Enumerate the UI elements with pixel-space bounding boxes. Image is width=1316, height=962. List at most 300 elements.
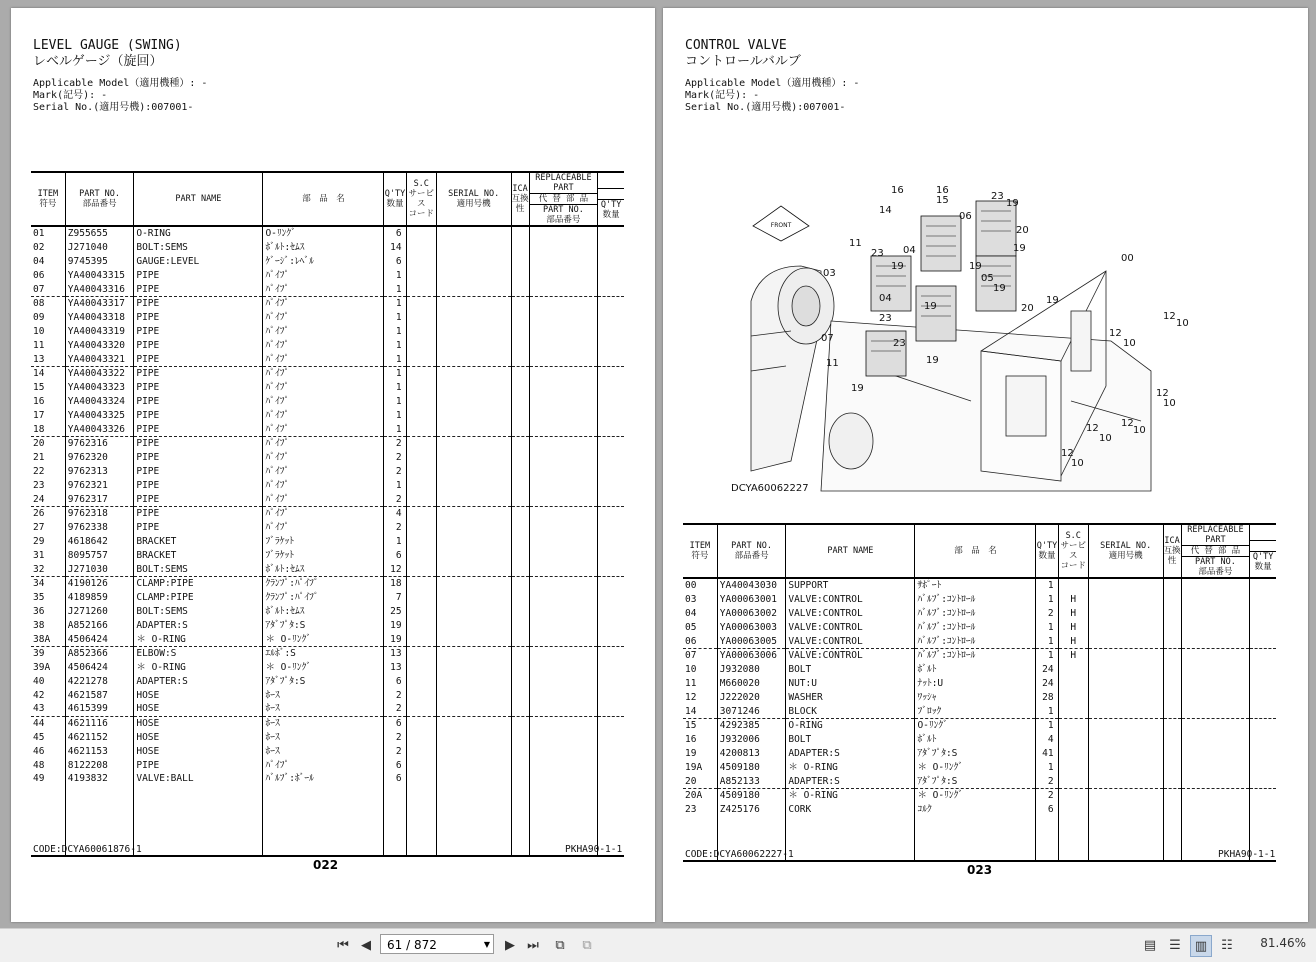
continuous-icon[interactable]: ☰: [1169, 937, 1181, 953]
part-name: HOSE: [134, 731, 263, 745]
part-name-jp: ﾊﾟｲﾌﾟ: [263, 366, 384, 380]
part-name-jp: ﾎｰｽ: [263, 731, 384, 745]
part-name-jp: ﾎｰｽ: [263, 688, 384, 702]
part-name-jp: ﾊﾞﾙﾌﾞ:ﾎﾞｰﾙ: [263, 772, 384, 786]
quantity: 1: [384, 311, 406, 325]
quantity: 14: [384, 241, 406, 255]
item-no: 34: [33, 578, 45, 590]
part-number: 8095757: [65, 548, 134, 562]
part-name: ADAPTER:S: [786, 774, 915, 788]
part-number: YA40043318: [65, 311, 134, 325]
service-code: [1058, 704, 1088, 718]
page-header: [685, 38, 859, 114]
item-no: 00: [685, 580, 697, 592]
col-replaceable-qty: Q'TY 数量: [598, 172, 624, 226]
part-name: PIPE: [134, 352, 263, 366]
doc-code: CODE:DCYA60061876-1: [33, 844, 142, 855]
item-no: 04: [685, 607, 697, 619]
service-code: [406, 772, 436, 786]
col-serial: SERIAL NO. 適用号機: [1088, 524, 1163, 578]
col-part-no: PART NO. 部品番号: [717, 524, 786, 578]
part-name: WASHER: [786, 690, 915, 704]
item-no: 05: [685, 621, 697, 633]
parts-table: [31, 171, 624, 857]
part-number: 4621152: [65, 731, 134, 745]
table-row: [31, 702, 624, 716]
service-code: H: [1058, 634, 1088, 648]
part-number: J271260: [65, 605, 134, 619]
part-name-jp: ﾌﾞﾗｹｯﾄ: [263, 535, 384, 549]
part-number: YA40043324: [65, 395, 134, 409]
part-name-jp: ﾎﾞﾙﾄ:ｾﾑｽ: [263, 562, 384, 576]
item-no: 19: [685, 747, 697, 759]
part-name: VALVE:CONTROL: [786, 620, 915, 634]
service-code: [406, 535, 436, 549]
part-name-jp: ＊ O-ﾘﾝｸﾞ: [915, 760, 1036, 774]
quantity: 2: [384, 521, 406, 535]
col-qty: Q'TY 数量: [384, 172, 406, 226]
part-name: PIPE: [134, 381, 263, 395]
title-en: LEVEL GAUGE (SWING): [33, 38, 182, 53]
table-row: [683, 677, 1276, 691]
part-number: YA00063006: [717, 648, 786, 662]
service-code: [406, 548, 436, 562]
quantity: 1: [384, 381, 406, 395]
quantity: 24: [1036, 663, 1058, 677]
part-name: BRACKET: [134, 535, 263, 549]
quantity: 1: [1036, 718, 1058, 732]
part-name: BRACKET: [134, 548, 263, 562]
part-name: PIPE: [134, 282, 263, 296]
table-row: [31, 311, 624, 325]
next-page-icon[interactable]: ▶: [505, 937, 515, 953]
item-no: 11: [685, 677, 697, 689]
applicable-model: Applicable Model（適用機種）: -: [33, 78, 208, 89]
quantity: 1: [384, 268, 406, 282]
part-number: 4618642: [65, 535, 134, 549]
service-code: [406, 632, 436, 646]
service-code: [406, 478, 436, 492]
item-no: 06: [33, 269, 45, 281]
service-code: [1058, 663, 1088, 677]
title-jp: レベルゲージ（旋回）: [33, 54, 163, 69]
col-part-name-jp: 部 品 名: [263, 172, 384, 226]
part-name-jp: ﾜｯｼｬ: [915, 690, 1036, 704]
table-row: [31, 744, 624, 758]
item-no: 02: [33, 242, 45, 254]
part-number: YA40043317: [65, 296, 134, 310]
part-name: O-RING: [134, 226, 263, 241]
part-name-jp: ﾊﾞﾙﾌﾞ:ｺﾝﾄﾛｰﾙ: [915, 634, 1036, 648]
quantity: 1: [1036, 760, 1058, 774]
service-code: [1058, 718, 1088, 732]
item-no: 42: [33, 689, 45, 701]
next-view-icon[interactable]: ⧉: [582, 937, 592, 953]
table-row: [683, 634, 1276, 648]
item-no: 32: [31, 562, 65, 576]
table-row: [683, 718, 1276, 732]
part-number: A852166: [65, 618, 134, 632]
part-name-jp: ﾊﾟｲﾌﾟ: [263, 465, 384, 479]
callout-label: 19: [851, 383, 864, 394]
part-name-jp: ﾊﾟｲﾌﾟ: [263, 282, 384, 296]
part-number: 4509180: [717, 760, 786, 774]
page-number: 022: [313, 858, 339, 872]
item-no: 38A: [31, 632, 65, 646]
quantity: 2: [384, 465, 406, 479]
part-name-jp: ｱﾀﾞﾌﾟﾀ:S: [263, 675, 384, 689]
callout-label: 10: [1071, 458, 1084, 469]
table-row: [683, 690, 1276, 704]
service-code: [406, 296, 436, 310]
table-row: [683, 747, 1276, 761]
table-row: [31, 352, 624, 366]
title-jp: コントロールバルブ: [685, 54, 801, 69]
part-name: PIPE: [134, 408, 263, 422]
item-no: 16: [685, 734, 697, 746]
part-number: 4621153: [65, 744, 134, 758]
part-number: 8122208: [65, 758, 134, 772]
service-code: [406, 436, 436, 450]
service-code: [406, 226, 436, 241]
quantity: 2: [1036, 607, 1058, 621]
part-number: 9762318: [65, 506, 134, 520]
part-name: PIPE: [134, 478, 263, 492]
part-name: ＊ O-RING: [134, 661, 263, 675]
part-name: GAUGE:LEVEL: [134, 255, 263, 269]
item-no: 21: [33, 452, 45, 464]
item-no: 17: [33, 409, 45, 421]
item-no: 15: [685, 720, 697, 732]
table-row: [683, 593, 1276, 607]
part-name: SUPPORT: [786, 578, 915, 593]
service-code: [406, 255, 436, 269]
table-row: [683, 620, 1276, 634]
first-page-icon[interactable]: ⏮: [337, 937, 349, 953]
item-no: 10: [685, 664, 697, 676]
col-part-no: PART NO. 部品番号: [65, 172, 134, 226]
part-name-jp: ﾊﾟｲﾌﾟ: [263, 492, 384, 506]
part-name: PIPE: [134, 465, 263, 479]
table-row: [31, 772, 624, 786]
part-name-jp: ﾎﾞﾙﾄ: [915, 663, 1036, 677]
callout-label: 03: [823, 268, 836, 279]
table-row: [31, 465, 624, 479]
serial-no: Serial No.(適用号機):007001-: [685, 102, 846, 113]
diagram-code: DCYA60062227: [731, 483, 809, 494]
item-no: 27: [33, 522, 45, 534]
service-code: [406, 325, 436, 339]
quantity: 7: [384, 591, 406, 605]
quantity: 6: [384, 226, 406, 241]
quantity: 1: [1036, 634, 1058, 648]
callout-label: 10: [1176, 318, 1189, 329]
table-row: [683, 648, 1276, 662]
item-no: 01: [33, 228, 45, 240]
part-name: PIPE: [134, 506, 263, 520]
table-row: [31, 576, 624, 590]
item-no: 20A: [685, 790, 703, 802]
facing-icon[interactable]: ▥: [1190, 935, 1212, 957]
part-name-jp: ﾊﾟｲﾌﾟ: [263, 352, 384, 366]
quantity: 19: [384, 632, 406, 646]
quantity: 2: [384, 688, 406, 702]
table-row: [31, 675, 624, 689]
item-no: 23: [33, 479, 45, 491]
part-name-jp: ﾌﾞﾗｹｯﾄ: [263, 548, 384, 562]
quantity: 1: [384, 408, 406, 422]
part-name-jp: ﾊﾞﾙﾌﾞ:ｺﾝﾄﾛｰﾙ: [915, 620, 1036, 634]
part-name: PIPE: [134, 366, 263, 380]
table-row: [31, 338, 624, 352]
col-ica: ICA 互換性: [511, 172, 529, 226]
part-number: J222020: [717, 690, 786, 704]
table-row: [31, 591, 624, 605]
table-row: [683, 788, 1276, 802]
table-row: [31, 381, 624, 395]
callout-label: 20: [1021, 303, 1034, 314]
part-name: ADAPTER:S: [134, 618, 263, 632]
part-name: BOLT:SEMS: [134, 241, 263, 255]
part-number: 4509180: [717, 788, 786, 802]
part-number: 4200813: [717, 747, 786, 761]
part-name-jp: ﾊﾞﾙﾌﾞ:ｺﾝﾄﾛｰﾙ: [915, 607, 1036, 621]
part-name: PIPE: [134, 296, 263, 310]
service-code: [406, 282, 436, 296]
quantity: 2: [384, 744, 406, 758]
service-code: [406, 675, 436, 689]
part-name: PIPE: [134, 758, 263, 772]
part-name-jp: O-ﾘﾝｸﾞ: [263, 226, 384, 241]
service-code: [406, 591, 436, 605]
table-row: [31, 282, 624, 296]
part-name-jp: ｱﾀﾞﾌﾟﾀ:S: [915, 747, 1036, 761]
quantity: 28: [1036, 690, 1058, 704]
callout-label: 10: [1099, 433, 1112, 444]
part-number: YA40043321: [65, 352, 134, 366]
item-no: 14: [33, 368, 45, 380]
table-row: [31, 325, 624, 339]
quantity: 2: [384, 702, 406, 716]
callout-label: 23: [879, 313, 892, 324]
service-code: [406, 716, 436, 730]
prev-page-icon[interactable]: ◀: [361, 937, 371, 953]
table-header: [31, 172, 624, 226]
part-name-jp: ﾌﾞﾛｯｸ: [915, 704, 1036, 718]
table-row: [31, 366, 624, 380]
service-code: [406, 422, 436, 436]
part-name-jp: ﾊﾟｲﾌﾟ: [263, 436, 384, 450]
callout-label: 16: [936, 185, 949, 196]
quantity: 1: [1036, 578, 1058, 593]
quantity: 1: [1036, 620, 1058, 634]
callout-label: 11: [849, 238, 862, 249]
part-name: HOSE: [134, 702, 263, 716]
part-name: PIPE: [134, 325, 263, 339]
table-header: [683, 524, 1276, 578]
item-no: 04: [33, 255, 45, 267]
part-name-jp: ＊ O-ﾘﾝｸﾞ: [263, 661, 384, 675]
item-no: 10: [33, 325, 45, 337]
quantity: 2: [1036, 788, 1058, 802]
service-code: [406, 352, 436, 366]
exploded-diagram: [731, 171, 1311, 501]
quantity: 12: [384, 562, 406, 576]
part-number: J932006: [717, 733, 786, 747]
part-number: J932080: [717, 663, 786, 677]
callout-label: 12: [1086, 423, 1099, 434]
page-indicator: 61 / 872: [387, 938, 437, 952]
col-item: ITEM 符号: [31, 172, 65, 226]
part-name: CORK: [786, 803, 915, 817]
part-name: VALVE:CONTROL: [786, 593, 915, 607]
quantity: 6: [384, 548, 406, 562]
quantity: 25: [384, 605, 406, 619]
part-number: YA00063002: [717, 607, 786, 621]
callout-label: 00: [1121, 253, 1134, 264]
part-name: PIPE: [134, 338, 263, 352]
part-name: PIPE: [134, 395, 263, 409]
callout-label: 10: [1123, 338, 1136, 349]
table-row: [31, 562, 624, 576]
callout-label: 19: [891, 261, 904, 272]
callout-label: 23: [893, 338, 906, 349]
svg-text:FRONT: FRONT: [770, 222, 792, 229]
part-number: A852366: [65, 646, 134, 660]
table-row: [31, 478, 624, 492]
single-page-icon[interactable]: ▤: [1143, 937, 1157, 953]
part-name: ＊ O-RING: [786, 788, 915, 802]
item-no: 48: [33, 759, 45, 771]
table-row: [31, 255, 624, 269]
callout-label: 06: [959, 211, 972, 222]
part-name-jp: ﾊﾟｲﾌﾟ: [263, 506, 384, 520]
part-number: Z425176: [717, 803, 786, 817]
last-page-icon[interactable]: ⏭: [527, 937, 539, 953]
part-number: 4189859: [65, 591, 134, 605]
table-row: [31, 535, 624, 549]
service-code: [406, 381, 436, 395]
item-no: 22: [33, 465, 45, 477]
part-name: ADAPTER:S: [134, 675, 263, 689]
table-row: [31, 646, 624, 660]
part-name: BLOCK: [786, 704, 915, 718]
part-number: 9762317: [65, 492, 134, 506]
callout-label: 11: [826, 358, 839, 369]
part-number: 4221278: [65, 675, 134, 689]
part-name-jp: ﾎﾞﾙﾄ:ｾﾑｽ: [263, 605, 384, 619]
part-name: BOLT:SEMS: [134, 562, 263, 576]
service-code: [406, 702, 436, 716]
part-number: YA00063005: [717, 634, 786, 648]
table-row: [31, 618, 624, 632]
part-number: YA00063003: [717, 620, 786, 634]
quantity: 1: [1036, 704, 1058, 718]
doc-ref: PKHA90-1-1: [565, 844, 623, 855]
callout-label: 12: [1156, 388, 1169, 399]
quantity: 2: [384, 451, 406, 465]
part-name-jp: ﾊﾟｲﾌﾟ: [263, 268, 384, 282]
callout-label: 12: [1121, 418, 1134, 429]
item-no: 43: [31, 702, 65, 716]
service-code: [406, 576, 436, 590]
table-row: [31, 408, 624, 422]
table-row: [31, 268, 624, 282]
part-number: J271040: [65, 241, 134, 255]
serial-no: Serial No.(適用号機):007001-: [33, 102, 194, 113]
service-code: [406, 661, 436, 675]
part-name: O-RING: [786, 718, 915, 732]
quantity: 6: [384, 716, 406, 730]
callout-label: 19: [969, 261, 982, 272]
part-name: NUT:U: [786, 677, 915, 691]
part-number: YA40043325: [65, 408, 134, 422]
col-sc: S.C サービス コード: [1058, 524, 1088, 578]
part-name: PIPE: [134, 268, 263, 282]
table-row: [683, 578, 1276, 593]
part-name-jp: ﾊﾟｲﾌﾟ: [263, 395, 384, 409]
quantity: 1: [384, 338, 406, 352]
item-no: 23: [685, 804, 697, 816]
part-name: ADAPTER:S: [786, 747, 915, 761]
part-number: A852133: [717, 774, 786, 788]
part-name: VALVE:CONTROL: [786, 607, 915, 621]
callout-label: 19: [1046, 295, 1059, 306]
service-code: [406, 408, 436, 422]
item-no: 03: [685, 594, 697, 606]
page-number-input[interactable]: [380, 934, 494, 954]
service-code: [406, 646, 436, 660]
doc-ref: PKHA90-1-1: [1218, 849, 1276, 860]
service-code: [1058, 733, 1088, 747]
table-row: [31, 605, 624, 619]
mark: Mark(記号): -: [685, 90, 760, 101]
service-code: [406, 338, 436, 352]
part-name-jp: ｹﾞｰｼﾞ:ﾚﾍﾞﾙ: [263, 255, 384, 269]
table-row: [683, 663, 1276, 677]
part-name-jp: ﾊﾞﾙﾌﾞ:ｺﾝﾄﾛｰﾙ: [915, 648, 1036, 662]
service-code: [1058, 690, 1088, 704]
part-number: 9745395: [65, 255, 134, 269]
previous-view-icon[interactable]: ⧉: [555, 937, 565, 953]
quantity: 6: [1036, 803, 1058, 817]
part-name: PIPE: [134, 492, 263, 506]
quantity: 1: [384, 422, 406, 436]
part-name-jp: ﾎﾞﾙﾄ: [915, 733, 1036, 747]
service-code: [1058, 747, 1088, 761]
table-row: [31, 436, 624, 450]
part-number: YA40043320: [65, 338, 134, 352]
callout-label: 05: [981, 273, 994, 284]
table-row: [31, 492, 624, 506]
quantity: 6: [384, 675, 406, 689]
chevron-down-icon[interactable]: ▼: [483, 940, 490, 949]
part-number: YA40043030: [717, 578, 786, 593]
callout-label: 04: [879, 293, 892, 304]
item-no: 29: [33, 535, 45, 547]
quantity: 4: [384, 506, 406, 520]
callout-label: 23: [871, 248, 884, 259]
part-name-jp: ﾊﾟｲﾌﾟ: [263, 338, 384, 352]
item-no: 36: [33, 605, 45, 617]
item-no: 07: [685, 650, 697, 662]
quantity: 4: [1036, 733, 1058, 747]
part-number: YA40043319: [65, 325, 134, 339]
item-no: 07: [31, 282, 65, 296]
table-row: [31, 395, 624, 409]
continuous-facing-icon[interactable]: ☷: [1221, 937, 1233, 953]
zoom-level[interactable]: 81.46%: [1260, 936, 1306, 950]
